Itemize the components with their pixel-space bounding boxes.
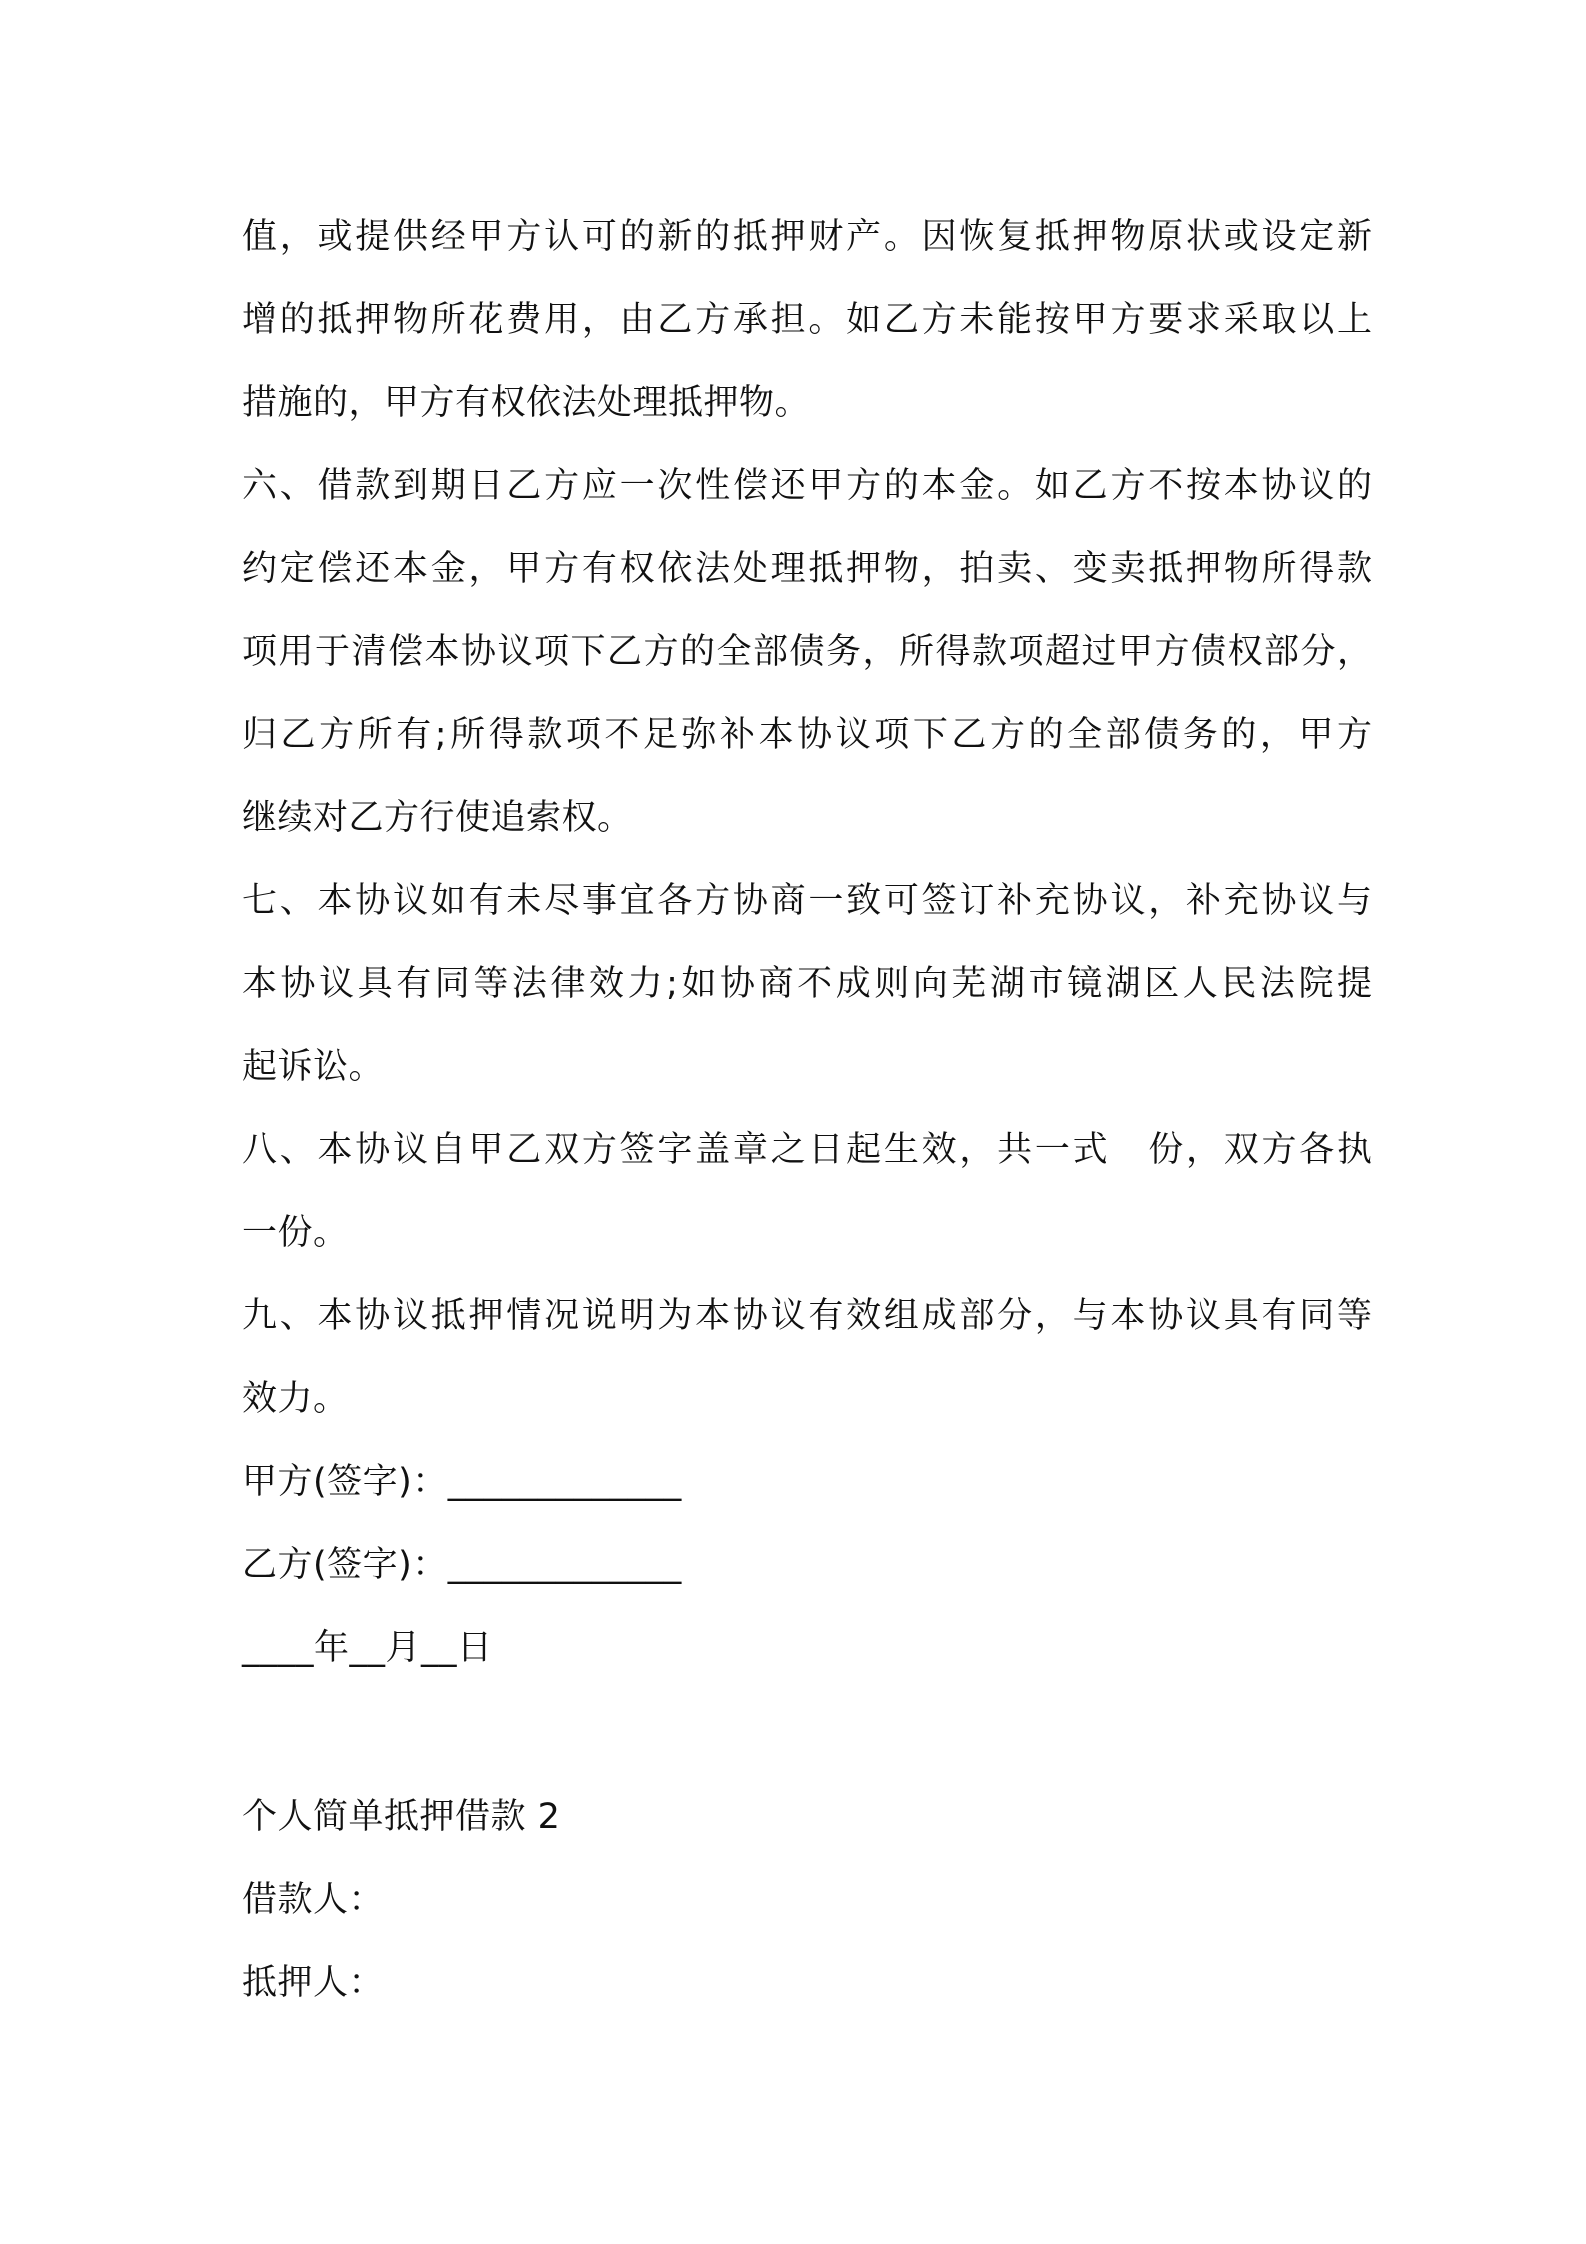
clause-9-line-1: 九、本协议抵押情况说明为本协议有效组成部分，与本协议具有同等 [242, 1296, 1372, 1336]
clause-9-line-2: 效力。 [242, 1379, 349, 1419]
clause-6-line-2: 约定偿还本金，甲方有权依法处理抵押物，拍卖、变卖抵押物所得款 [242, 549, 1372, 589]
clause-8-line-1: 八、本协议自甲乙双方签字盖章之日起生效，共一式 份，双方各执 [242, 1130, 1372, 1170]
clause-6-line-4: 归乙方所有;所得款项不足弥补本协议项下乙方的全部债务的，甲方 [242, 715, 1372, 755]
clause-7-line-2: 本协议具有同等法律效力;如协商不成则向芜湖市镜湖区人民法院提 [242, 964, 1372, 1004]
date-line: ____年__月__日 [242, 1628, 493, 1668]
document-body [242, 196, 1372, 2025]
party-b-signature-line: 乙方(签字)：_____________ [242, 1545, 682, 1585]
clause-6-line-1: 六、借款到期日乙方应一次性偿还甲方的本金。如乙方不按本协议的 [242, 466, 1372, 506]
clause-7-line-3: 起诉讼。 [242, 1047, 385, 1087]
clause-6-line-5: 继续对乙方行使追索权。 [242, 798, 633, 838]
section-spacer [242, 1690, 1372, 1776]
section-title: 个人简单抵押借款 2 [242, 1797, 561, 1837]
party-a-signature-line: 甲方(签字)：_____________ [242, 1462, 682, 1502]
borrower-label: 借款人： [242, 1880, 385, 1920]
clause-6-line-3: 项用于清偿本协议项下乙方的全部债务，所得款项超过甲方债权部分， [242, 632, 1372, 672]
mortgagor-label: 抵押人： [242, 1963, 385, 2003]
clause-5-line-2: 增的抵押物所花费用，由乙方承担。如乙方未能按甲方要求采取以上 [242, 300, 1372, 340]
clause-8-line-2: 一份。 [242, 1213, 349, 1253]
clause-5-line-3: 措施的，甲方有权依法处理抵押物。 [242, 383, 811, 423]
clause-5-line-1: 值，或提供经甲方认可的新的抵押财产。因恢复抵押物原状或设定新 [242, 217, 1372, 257]
clause-7-line-1: 七、本协议如有未尽事宜各方协商一致可签订补充协议，补充协议与 [242, 881, 1372, 921]
